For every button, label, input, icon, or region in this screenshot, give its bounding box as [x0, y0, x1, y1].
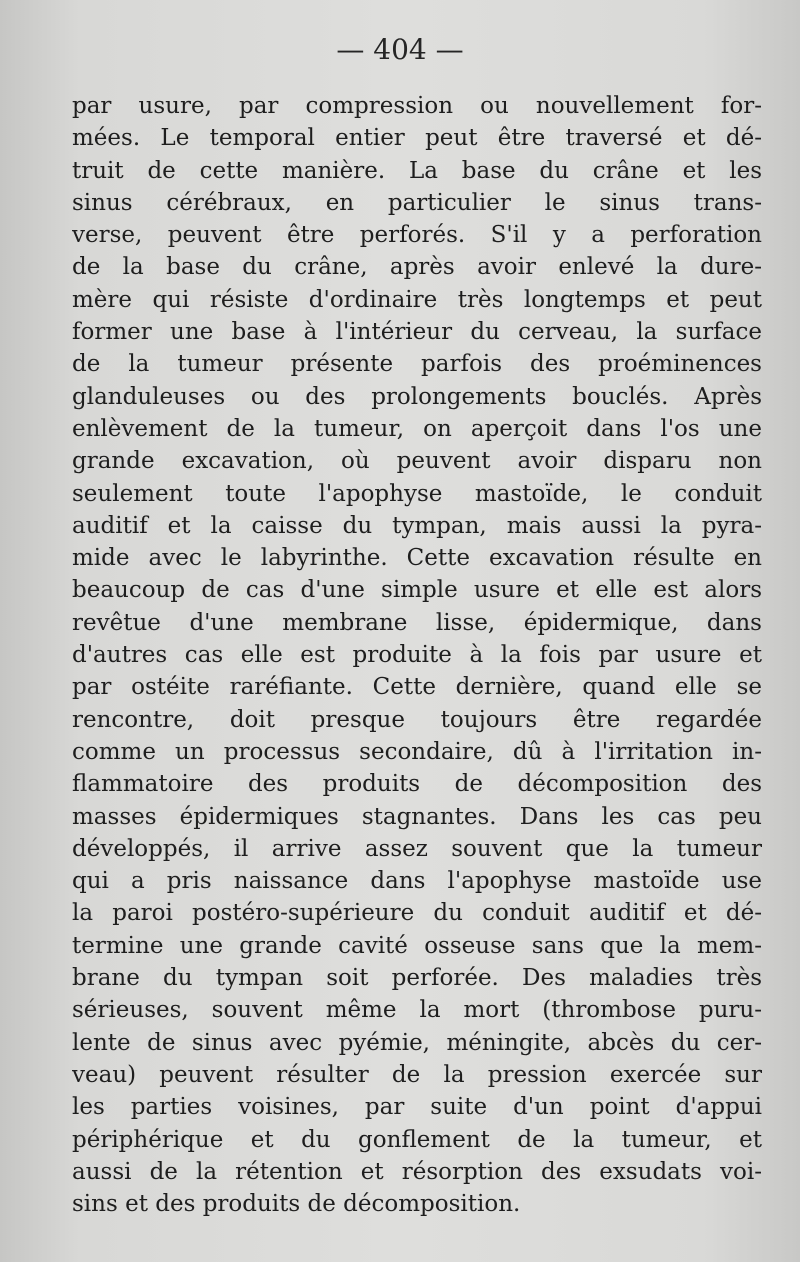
page-number: — 404 — [336, 33, 464, 66]
text-line: former une base à l'intérieur du cerveau, la surface [72, 319, 762, 346]
text-line: par ostéite raréfiante. Cette dernière, quand elle se [72, 674, 762, 701]
text-line: comme un processus secondaire, dû à l'irritation in- [72, 738, 762, 765]
text-line: périphérique et du gonflement de la tumeur, et [72, 1126, 762, 1153]
text-line: mère qui résiste d'ordinaire très longtemps et peut [72, 286, 762, 313]
text-line: grande excavation, où peuvent avoir disparu non [72, 448, 762, 475]
text-line: rencontre, doit presque toujours être regardée [72, 706, 762, 733]
text-line: beaucoup de cas d'une simple usure et elle est alors [72, 577, 762, 604]
text-line: de la tumeur présente parfois des proéminences [72, 351, 762, 378]
text-line: auditif et la caisse du tympan, mais aussi la pyra- [72, 512, 762, 539]
text-line: flammatoire des produits de décomposition des [72, 771, 762, 798]
text-line-last: sins et des produits de décomposition. [72, 1191, 521, 1218]
text-line: truit de cette manière. La base du crâne et les [72, 157, 762, 184]
text-line: revêtue d'une membrane lisse, épidermique, dans [72, 609, 762, 636]
text-line: lente de sinus avec pyémie, méningite, abcès du cer- [72, 1029, 762, 1056]
text-line: veau) peuvent résulter de la pression exercée sur [72, 1061, 762, 1088]
text-line: d'autres cas elle est produite à la fois par usure et [72, 642, 762, 669]
text-line: qui a pris naissance dans l'apophyse mastoïde use [72, 868, 762, 895]
text-line: seulement toute l'apophyse mastoïde, le conduit [72, 480, 762, 507]
text-line: enlèvement de la tumeur, on aperçoit dans l'os une [72, 415, 762, 442]
text-line: les parties voisines, par suite d'un point d'appui [72, 1094, 762, 1121]
text-line: sérieuses, souvent même la mort (thrombose puru- [72, 997, 762, 1024]
text-line: développés, il arrive assez souvent que la tumeur [72, 835, 762, 862]
text-line: mide avec le labyrinthe. Cette excavation résulte en [72, 545, 762, 572]
text-line: termine une grande cavité osseuse sans que la mem- [72, 932, 762, 959]
text-line: brane du tympan soit perforée. Des maladies très [72, 965, 762, 992]
text-line: par usure, par compression ou nouvellement for- [72, 93, 762, 119]
text-line: la paroi postéro-supérieure du conduit auditif et dé- [72, 900, 762, 927]
text-line: aussi de la rétention et résorption des exsudats voi- [72, 1158, 762, 1185]
text-line: masses épidermiques stagnantes. Dans les cas peu [72, 803, 762, 830]
text-line: glanduleuses ou des prolongements bouclés. Après [72, 383, 762, 410]
text-line: de la base du crâne, après avoir enlevé la dure- [72, 254, 762, 281]
text-line: verse, peuvent être perforés. S'il y a perforation [72, 222, 762, 249]
text-line: mées. Le temporal entier peut être traversé et dé- [72, 125, 762, 152]
text-line: sinus cérébraux, en particulier le sinus trans- [72, 189, 762, 216]
body-text [72, 90, 762, 1220]
